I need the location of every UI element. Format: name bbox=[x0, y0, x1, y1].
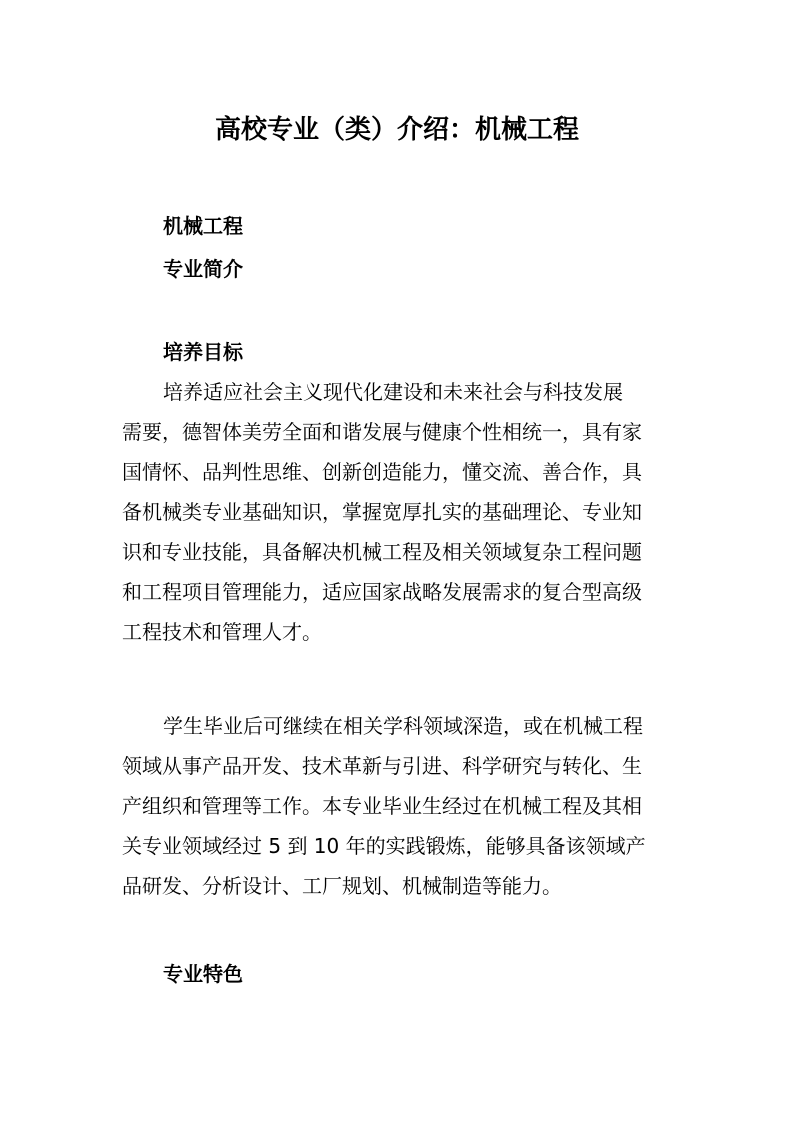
career-paragraph bbox=[122, 706, 677, 906]
paragraph-line: 领域从事产品开发、技术革新与引进、科学研究与转化、生 bbox=[122, 754, 642, 778]
section-heading-goal: 培养目标 bbox=[163, 340, 243, 364]
paragraph-line: 培养适应社会主义现代化建设和未来社会与科技发展 bbox=[163, 380, 623, 404]
paragraph-line: 需要，德智体美劳全面和谐发展与健康个性相统一，具有家 bbox=[122, 420, 642, 444]
section-heading-intro: 专业简介 bbox=[163, 257, 243, 281]
paragraph-line: 学生毕业后可继续在相关学科领域深造，或在机械工程 bbox=[163, 714, 643, 738]
paragraph-line: 工程技术和管理人才。 bbox=[122, 620, 322, 644]
document-title: 高校专业（类）介绍：机械工程 bbox=[214, 115, 579, 145]
section-heading-feature: 专业特色 bbox=[163, 962, 243, 986]
paragraph-line: 品研发、分析设计、工厂规划、机械制造等能力。 bbox=[122, 874, 562, 898]
paragraph-line: 和工程项目管理能力，适应国家战略发展需求的复合型高级 bbox=[122, 580, 642, 604]
goal-paragraph bbox=[122, 372, 677, 652]
paragraph-line: 国情怀、品判性思维、创新创造能力，懂交流、善合作，具 bbox=[122, 460, 642, 484]
paragraph-line: 关专业领域经过 5 到 10 年的实践锻炼，能够具备该领域产 bbox=[122, 834, 646, 858]
major-name-heading: 机械工程 bbox=[163, 214, 243, 238]
paragraph-line: 产组织和管理等工作。本专业毕业生经过在机械工程及其相 bbox=[122, 794, 642, 818]
paragraph-line: 识和专业技能，具备解决机械工程及相关领域复杂工程问题 bbox=[122, 540, 642, 564]
paragraph-line: 备机械类专业基础知识，掌握宽厚扎实的基础理论、专业知 bbox=[122, 500, 642, 524]
